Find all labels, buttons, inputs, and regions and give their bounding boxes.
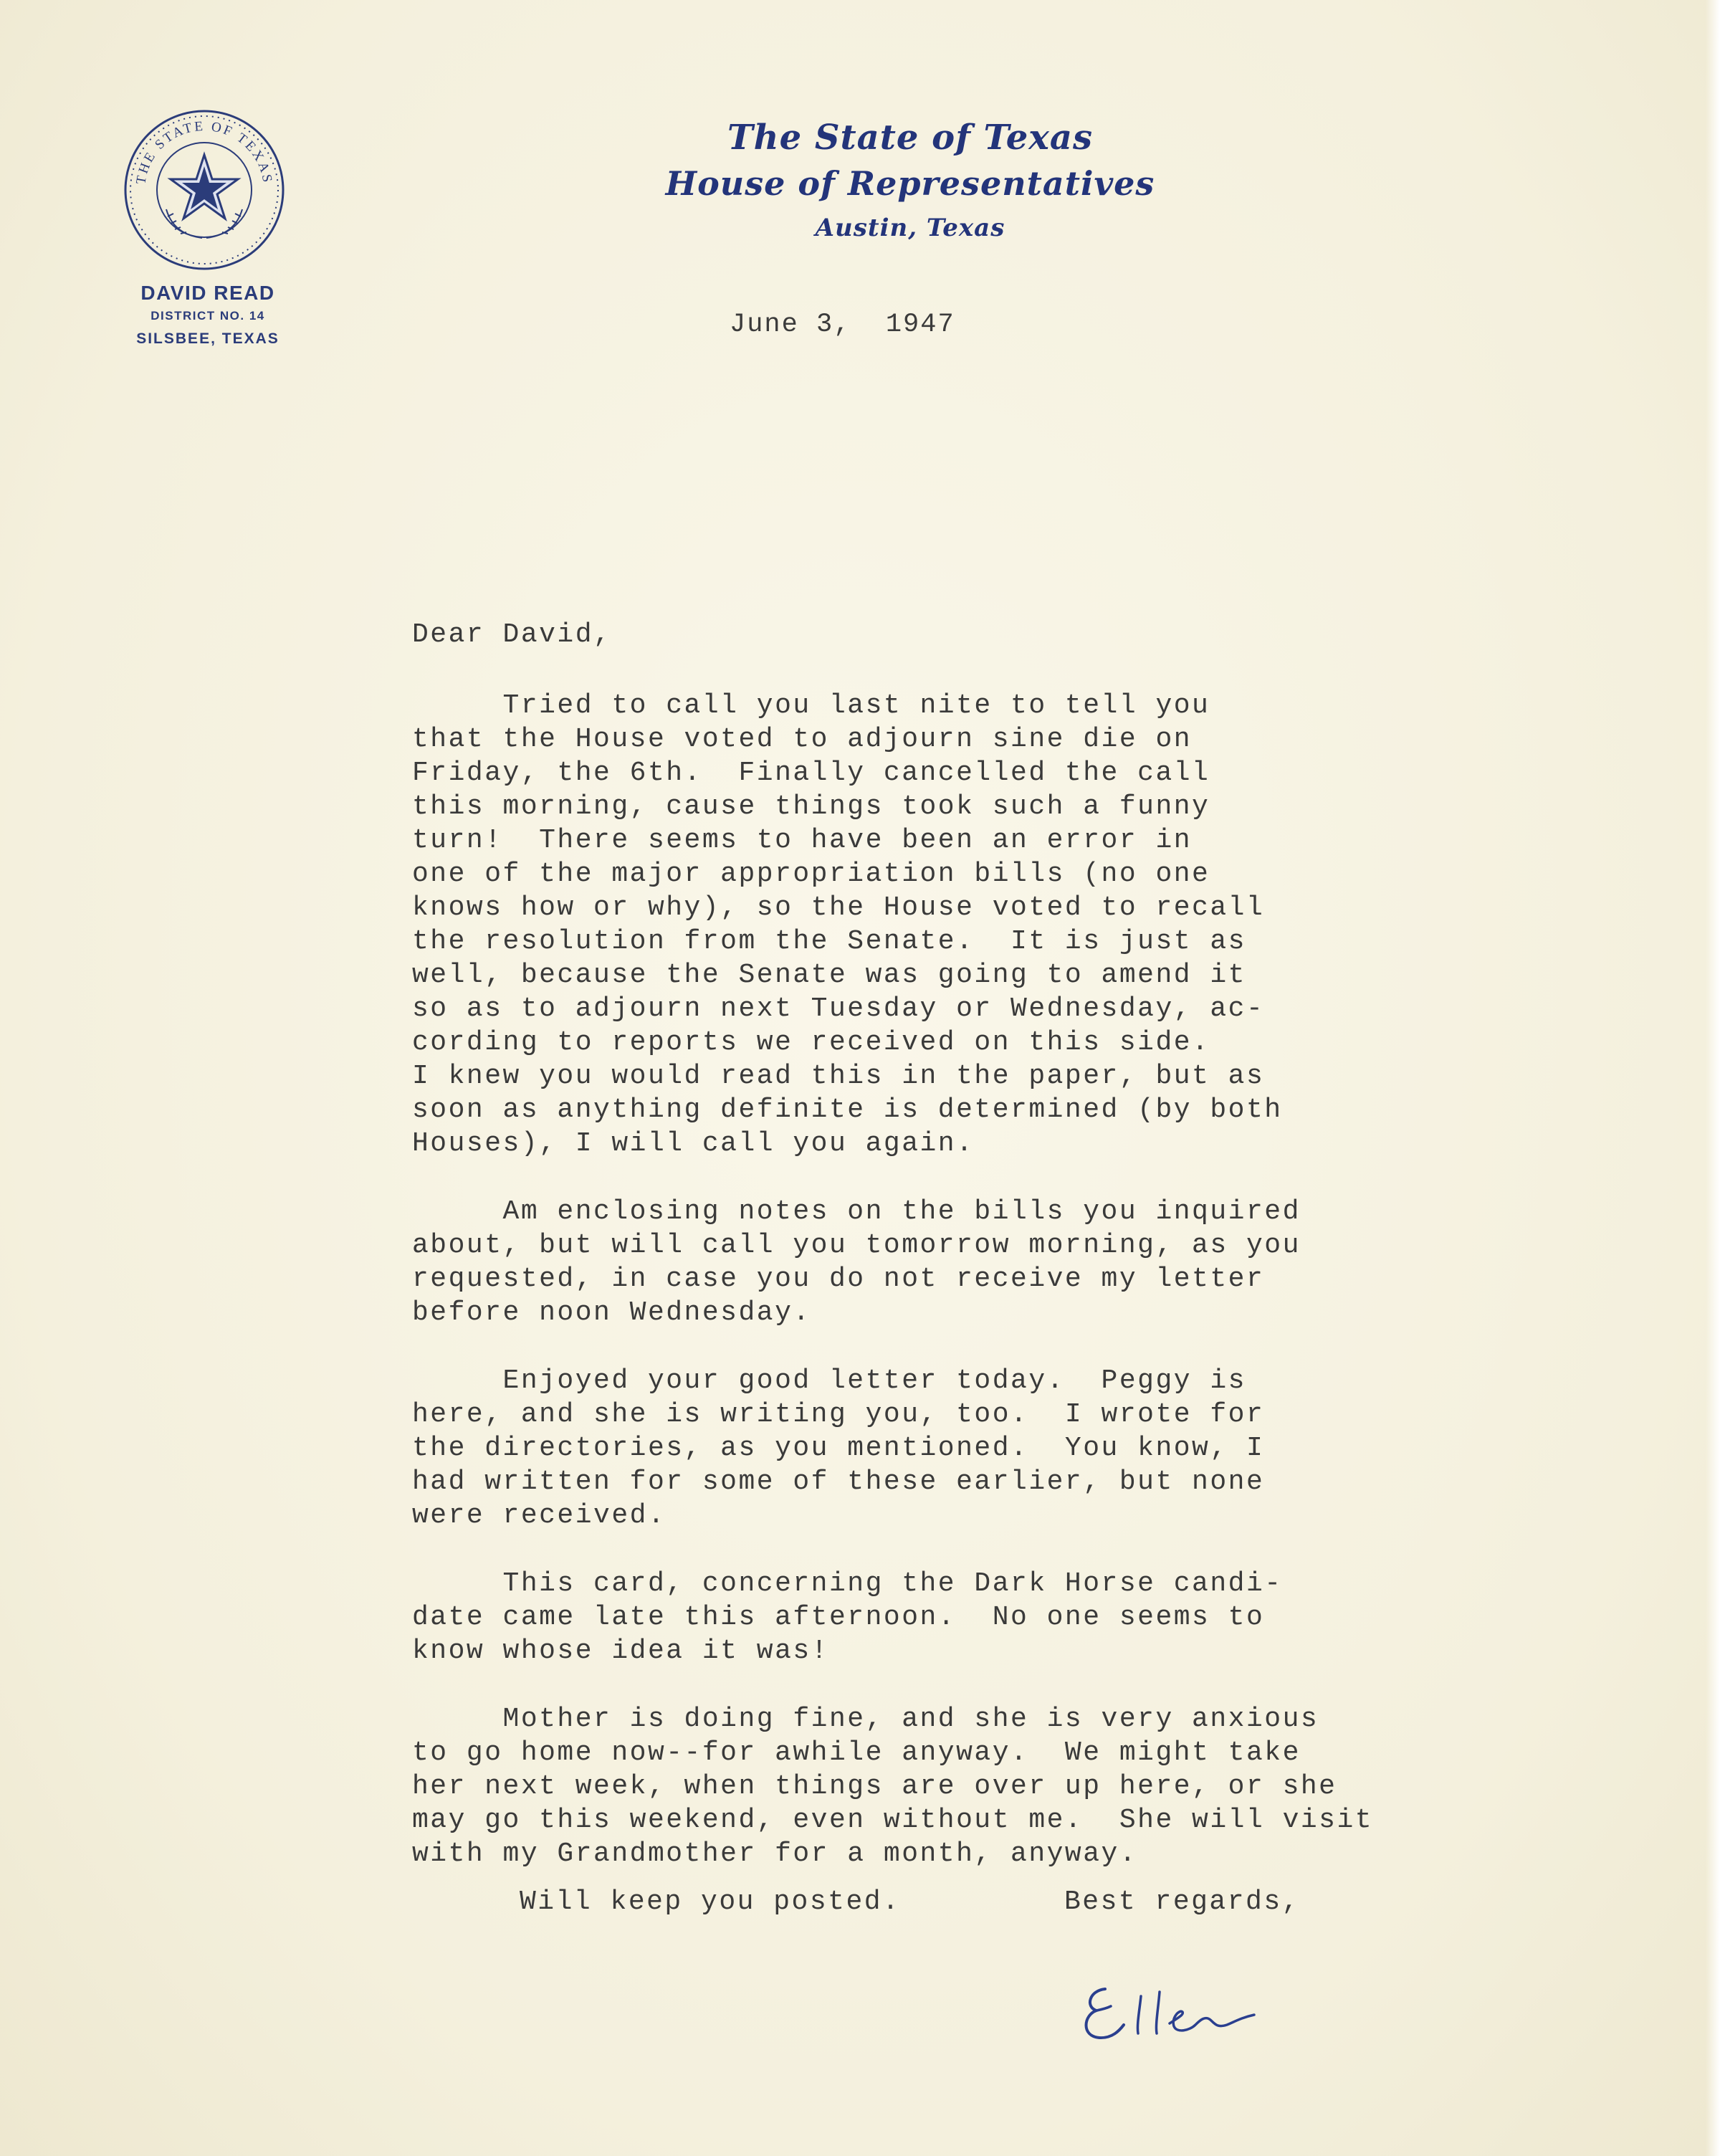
letterhead-city: Austin, Texas [815,214,1005,242]
body-line: Houses), I will call you again. [412,1128,975,1159]
handwritten-signature [1075,1967,1290,2054]
body-line: requested, in case you do not receive my letter [412,1264,1265,1294]
body-line: may go this weekend, even without me. She will visit [412,1805,1374,1836]
seal-text: THE STATE OF TEXAS [133,118,275,186]
member-name: DAVID READ [140,282,275,304]
body-line: with my Grandmother for a month, anyway. [412,1838,1138,1869]
member-town: SILSBEE, TEXAS [136,330,280,347]
body-line: that the House voted to adjourn sine die on [412,724,1193,755]
body-line: Am enclosing notes on the bills you inquired [412,1196,1301,1227]
paragraph [412,1567,1530,1668]
body-line: Friday, the 6th. Finally cancelled the call [412,758,1210,788]
body-line: know whose idea it was! [412,1636,829,1666]
paragraph [412,689,1530,1160]
body-line: before noon Wednesday. [412,1297,811,1328]
paragraph-gap [412,1160,1530,1195]
paragraph-list [412,689,1530,1871]
closing-left: Will keep you posted. [520,1886,901,1917]
paragraph-gap [412,1330,1530,1364]
body-line: turn! There seems to have been an error in [412,825,1193,856]
body-line: Tried to call you last nite to tell you [412,690,1210,721]
letterhead-state: The State of Texas [727,118,1094,158]
member-block [93,281,322,351]
body-line: one of the major appropriation bills (no one [412,859,1210,889]
body-line: Mother is doing fine, and she is very anxious [412,1704,1319,1735]
paragraph [412,1364,1530,1532]
body-line: date came late this afternoon. No one seems to [412,1602,1265,1633]
paragraph-gap [412,1532,1530,1567]
body-line: I knew you would read this in the paper, but as [412,1061,1265,1092]
body-line: this morning, cause things took such a funny [412,791,1210,822]
signature-icon [1075,1967,1290,2054]
body-line: knows how or why), so the House voted to recall [412,892,1265,923]
letter-date: June 3, 1947 [730,310,955,340]
member-district: DISTRICT NO. 14 [150,309,265,323]
paragraph [412,1195,1530,1330]
body-line: here, and she is writing you, too. I wrote for [412,1399,1265,1430]
letterhead [552,115,1268,249]
body-line: cording to reports we received on this side. [412,1027,1210,1058]
seal-star-icon [123,109,285,271]
body-line: This card, concerning the Dark Horse candi- [412,1568,1283,1599]
letter-body [412,618,1530,1871]
body-line: well, because the Senate was going to amend it [412,960,1246,991]
body-line: about, but will call you tomorrow morning, as you [412,1230,1301,1261]
salutation: Dear David, [412,619,612,650]
paragraph-gap [412,1668,1530,1702]
body-line: so as to adjourn next Tuesday or Wednesday, ac- [412,993,1265,1024]
body-line: the directories, as you mentioned. You know, I [412,1433,1265,1464]
body-line: her next week, when things are over up here, or she [412,1771,1337,1802]
letterhead-house: House of Representatives [665,164,1155,203]
paragraph [412,1702,1530,1871]
body-line: were received. [412,1500,666,1531]
body-line: the resolution from the Senate. It is just as [412,926,1246,957]
body-line: to go home now--for awhile anyway. We might take [412,1737,1301,1768]
body-line: Enjoyed your good letter today. Peggy is [412,1365,1246,1396]
closing-right: Best regards, [1064,1886,1300,1917]
body-line: had written for some of these earlier, but none [412,1466,1265,1497]
body-line: soon as anything definite is determined (by both [412,1094,1283,1125]
texas-state-seal [123,109,285,271]
